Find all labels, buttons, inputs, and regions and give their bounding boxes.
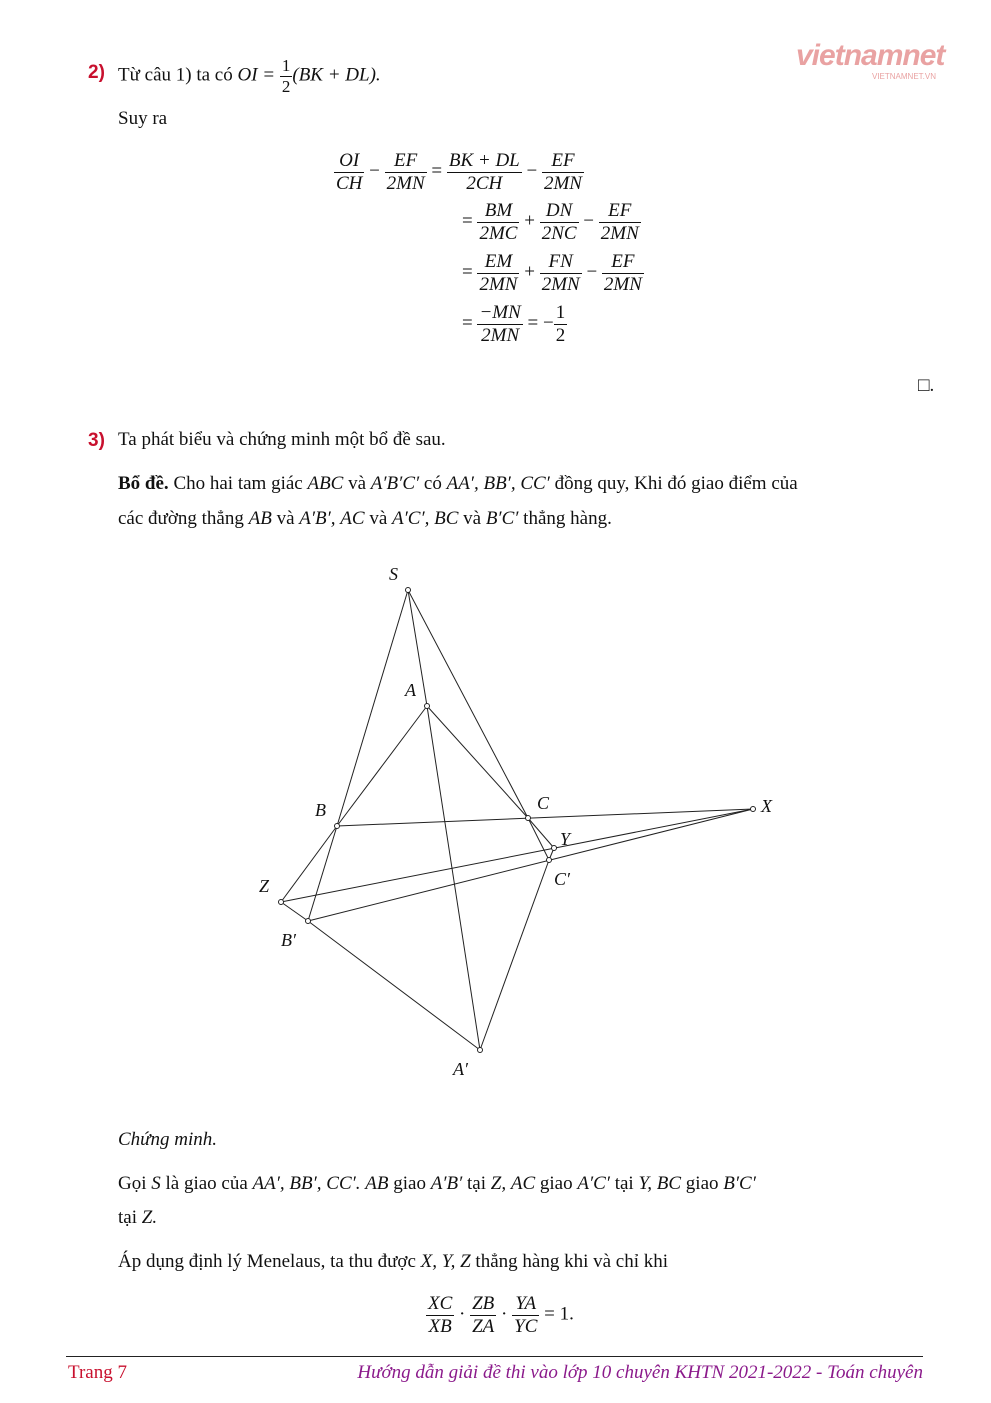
math: X, Y, Z xyxy=(420,1251,471,1272)
half-num: 1 xyxy=(281,56,291,75)
den: 2MN xyxy=(481,324,520,346)
line-s-b xyxy=(337,590,408,826)
line-cp-ap xyxy=(480,860,549,1050)
line-b-z xyxy=(281,826,337,902)
num: BK + DL xyxy=(448,150,520,171)
label-x: X xyxy=(761,796,772,816)
math: Y, xyxy=(638,1173,653,1194)
num: YA xyxy=(512,1293,539,1316)
section-3-number: 3) xyxy=(88,430,105,451)
point-s xyxy=(406,588,411,593)
math: AA′, BB′, CC′ xyxy=(446,473,550,494)
text: tại xyxy=(467,1173,487,1194)
label-ap: A′ xyxy=(453,1059,468,1079)
text: tại xyxy=(614,1173,634,1194)
math: S xyxy=(151,1173,161,1194)
line-bp-x xyxy=(308,809,753,921)
math: BC xyxy=(434,508,459,529)
section-2-number: 2) xyxy=(88,62,105,83)
num: XC xyxy=(428,1293,453,1314)
proof-line-3 xyxy=(118,1246,668,1278)
num: EF xyxy=(385,150,427,173)
text: và xyxy=(276,508,295,529)
math: AB xyxy=(248,508,272,529)
proof-line-2 xyxy=(118,1202,157,1234)
point-x xyxy=(751,807,756,812)
proof-line-1 xyxy=(118,1168,756,1200)
suy-ra: Suy ra xyxy=(118,108,168,129)
footer-title: Hướng dẫn giải đề thi vào lớp 10 chuyên KHTN 2021-2022 - Toán chuyên xyxy=(357,1362,923,1383)
line-z-x xyxy=(281,809,753,902)
den: CH xyxy=(336,172,363,194)
proof-title: Chứng minh. xyxy=(118,1129,218,1150)
math: AC xyxy=(340,508,365,529)
num: 1 xyxy=(555,302,566,323)
text: là giao của xyxy=(165,1173,248,1194)
text: giao xyxy=(539,1173,573,1194)
num: EF xyxy=(602,251,644,274)
label-b: B xyxy=(315,800,326,820)
num: BM xyxy=(477,200,519,223)
num: DN xyxy=(540,200,579,223)
frac-zb-za xyxy=(470,1293,496,1338)
num: −MN xyxy=(479,302,521,323)
num: EM xyxy=(477,251,519,274)
qed-box: □. xyxy=(918,375,935,396)
text: thẳng hàng. xyxy=(523,508,612,529)
point-a xyxy=(425,704,430,709)
text: Áp dụng định lý Menelaus, ta thu được xyxy=(118,1251,416,1272)
den: 2CH xyxy=(466,172,503,194)
line-z-bp xyxy=(281,902,308,921)
label-c: C xyxy=(537,793,550,813)
math: B′C′ xyxy=(485,508,519,529)
text: Gọi xyxy=(118,1173,147,1194)
den: 2MC xyxy=(479,222,518,244)
text: có xyxy=(423,473,442,494)
label-s: S xyxy=(389,564,398,584)
text: các đường thẳng xyxy=(118,508,244,529)
math: AB xyxy=(365,1173,389,1194)
frac-ya-yc xyxy=(512,1293,539,1338)
equation-row-1: $\frac{OI}{CH}$ − $\frac{EF}{2MN}$ = $\frac{BK + DL}{2CH}$ − $\frac{EF}{2MN}$ xyxy=(336,150,582,194)
den: 2MN xyxy=(386,172,425,194)
equation-row-3: = $\frac{EM}{2MN}$ + $\frac{FN}{2MN}$ − $\frac{EF}{2MN}$ xyxy=(462,251,642,295)
math: Z, xyxy=(490,1173,507,1194)
text: và xyxy=(463,508,482,529)
math: B′C′ xyxy=(723,1173,756,1194)
num: OI xyxy=(334,150,364,173)
section-3-intro: Ta phát biểu và chứng minh một bổ đề sau. xyxy=(118,429,446,450)
logo-brand: vietnamnet xyxy=(796,39,945,72)
label-z: Z xyxy=(259,876,270,896)
den: 2MN xyxy=(600,222,639,244)
text: đồng quy, Khi đó giao điểm của xyxy=(554,473,798,494)
logo-sub: VIETNAMNET.VN xyxy=(871,72,936,81)
math: A′C′, xyxy=(392,508,430,529)
math: Z. xyxy=(141,1207,158,1228)
equation-row-4: = $\frac{-MN}{2MN}$ = − $\frac{1}{2}$ xyxy=(462,302,566,346)
footer-page: Trang 7 xyxy=(68,1362,127,1383)
text: và xyxy=(348,473,367,494)
den: YC xyxy=(514,1315,538,1337)
point-b xyxy=(335,824,340,829)
math: AA′, BB′, CC′. xyxy=(252,1173,361,1194)
label-cp: C′ xyxy=(554,869,570,889)
lemma-title: Bổ đề. xyxy=(118,473,169,494)
label-y: Y xyxy=(560,829,571,849)
num: EF xyxy=(599,200,641,223)
frac-xc-xb xyxy=(426,1293,454,1338)
text: và xyxy=(369,508,388,529)
half-den: 2 xyxy=(281,76,291,96)
point-z xyxy=(279,900,284,905)
label-bp: B′ xyxy=(281,930,296,950)
formula-rhs: (BK + DL). xyxy=(292,64,381,86)
point-y xyxy=(552,846,557,851)
den: XB xyxy=(428,1315,452,1337)
math: A′B′C′ xyxy=(370,473,420,494)
point-ap xyxy=(478,1048,483,1053)
text: thẳng hàng khi và chỉ khi xyxy=(475,1251,669,1272)
equation-row-2: = $\frac{BM}{2MC}$ + $\frac{DN}{2NC}$ − $\frac{EF}{2MN}$ xyxy=(462,200,639,244)
math: A′C′ xyxy=(577,1173,610,1194)
text: giao xyxy=(685,1173,719,1194)
text: tại xyxy=(118,1207,137,1228)
num: EF xyxy=(542,150,584,173)
den: 2MN xyxy=(543,172,582,194)
text: Cho hai tam giác xyxy=(173,473,303,494)
den: 2NC xyxy=(541,222,577,244)
den: 2MN xyxy=(603,273,642,295)
section-2-intro: Từ câu 1) ta có xyxy=(118,64,233,86)
den: 2 xyxy=(555,324,566,346)
menelaus-equation: $\frac{XC}{XB}$ · $\frac{ZB}{ZA}$ · $\frac{YA}{YC}$ = 1. xyxy=(428,1293,574,1337)
den: 2MN xyxy=(479,273,518,295)
point-cp xyxy=(547,858,552,863)
num: FN xyxy=(540,251,582,274)
num: ZB xyxy=(472,1293,495,1314)
math: BC xyxy=(656,1173,682,1194)
formula-lhs: OI = xyxy=(237,64,276,86)
math: A′B′, xyxy=(299,508,336,529)
math: ABC xyxy=(307,473,344,494)
point-c xyxy=(526,816,531,821)
point-bp xyxy=(306,919,311,924)
label-a: A xyxy=(405,680,416,700)
menelaus-rhs: = 1. xyxy=(544,1303,574,1325)
line-a-ap xyxy=(427,706,480,1050)
math: AC xyxy=(510,1173,536,1194)
math: A′B′ xyxy=(430,1173,463,1194)
den: ZA xyxy=(472,1315,495,1337)
line-a-b xyxy=(337,706,427,826)
text: giao xyxy=(393,1173,426,1194)
line-bp-ap xyxy=(308,921,480,1050)
line-b-bp xyxy=(308,826,337,921)
den: 2MN xyxy=(541,273,580,295)
footer-divider xyxy=(66,1356,923,1357)
